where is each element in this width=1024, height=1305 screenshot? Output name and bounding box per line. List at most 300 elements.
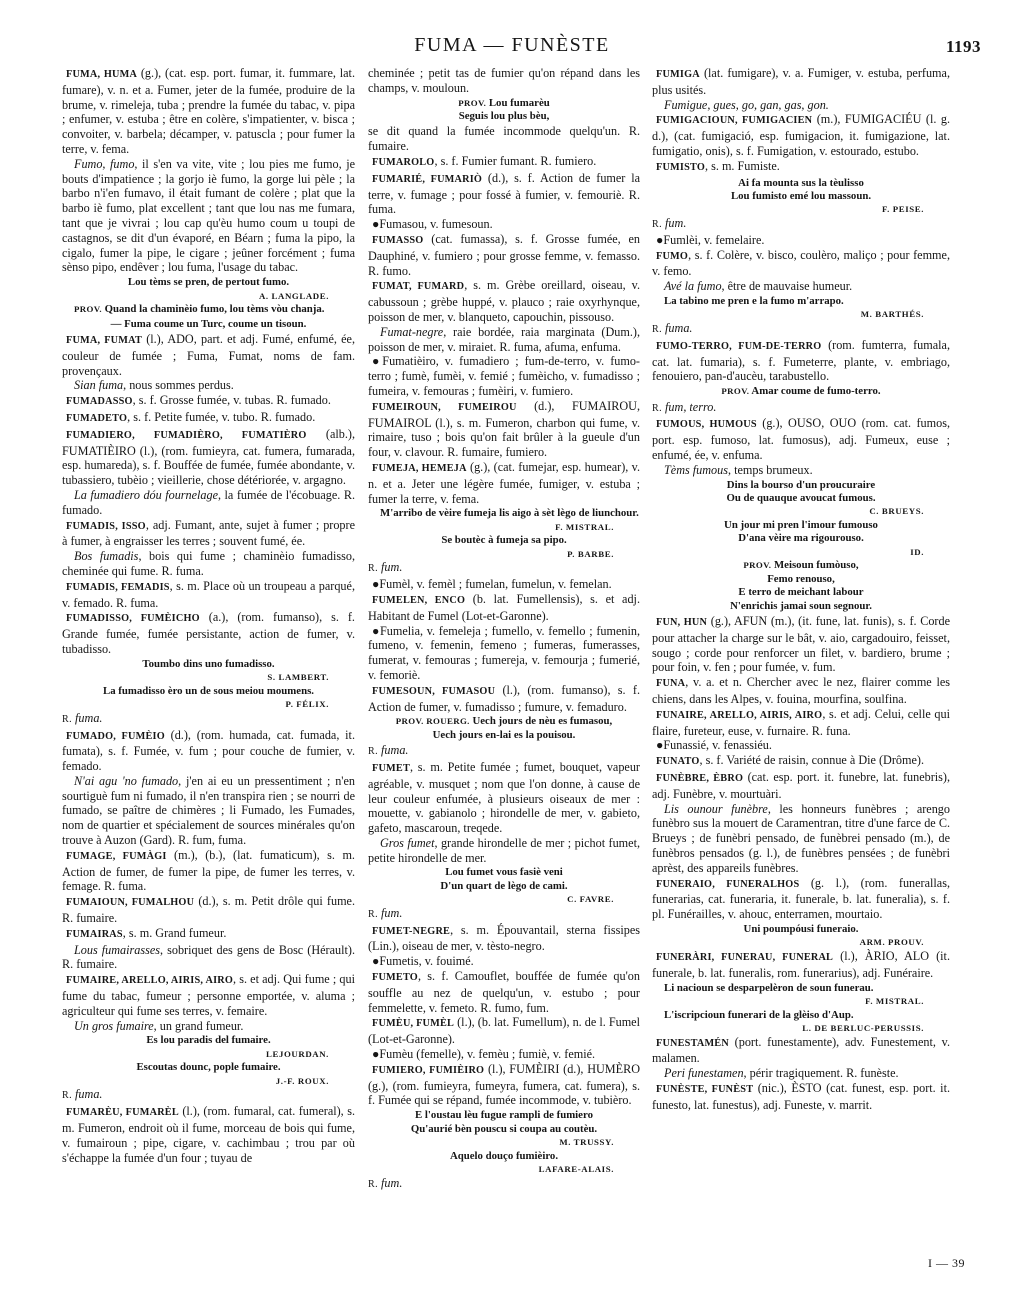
dictionary-entry [652, 614, 950, 675]
headword: FUMAIRE, ARELLO, AIRIS, AIRO [66, 975, 234, 987]
headword: FUMAT, FUMARD [372, 281, 465, 293]
quotation [368, 534, 640, 547]
label: PROV. [721, 386, 750, 397]
italic-text: Fumo, fumo [74, 156, 135, 171]
dictionary-entry [62, 972, 355, 1018]
headword: FUNESTAMÉN [656, 1037, 729, 1049]
body-text: (cat. esp. port. it. funebre, lat. funebris), adj. Funèbre, v. mourtuàri. [652, 769, 950, 801]
body-text: (l.), ADO, part. et adj. Fumé, enfumé, ée, couleur de fumée ; Fuma, Fumat, noms de fam. provençaux. [62, 331, 355, 378]
headword: FUMESOUN, FUMASOU [372, 685, 496, 697]
body-text: ●Fumatièiro, v. fumadiero ; fum-de-terro, v. fumo-terro ; fumè, fumèi, v. femié ; fumèicho, v. fumadisso ; fumeira, v. femouras ; fumèiri, v. fumiero. [368, 354, 640, 398]
body-text: (l.), FUMÈIRI (d.), HUMÈRO (g.), (rom. fumieyra, fumeyra, fumera, cat. fumera), s. f. Fumée qui se répand, fumée incommode, v. tubièro. [368, 1061, 640, 1108]
headword: FUMADIERO, FUMADIÈRO, FUMATIÈRO [66, 429, 307, 441]
headword: FUMETO [372, 972, 418, 984]
label: R. [368, 1178, 378, 1190]
body-text: (d.), FUMAIROU, FUMAIROL (l.), s. m. Fumeron, charbon qui fume, v. rimaire, tuso ; bois qu'on fait brûler à la gueule d'un four, v. clavour. R. fumaire, fumiero. [368, 398, 640, 460]
headword: FUMAGE, FUMÀGI [66, 850, 167, 862]
italic-text: Peri funestamen [664, 1066, 744, 1081]
italic-text: fum. [377, 905, 403, 920]
dictionary-entry [368, 278, 640, 324]
italic-text: Bos fumadis [74, 549, 139, 564]
body-text: F. MISTRAL. [555, 521, 614, 532]
usage-example [62, 488, 355, 518]
attribution [368, 1137, 640, 1149]
headword: FUMARÈU, FUMARÈL [66, 1107, 179, 1119]
italic-text: fuma. [71, 1087, 103, 1102]
body-text: , périr tragiquement. R. funèste. [743, 1066, 899, 1081]
italic-text: Gros fumet [380, 835, 435, 850]
body-text: Meisoun fumòuso, Femo renouso, E terro de meichant labour N'enrichis jamai soun segnour. [730, 559, 872, 612]
body-text: ●Funassié, v. fenassiéu. [656, 738, 772, 753]
running-head: FUMA — FUNÈSTE [414, 34, 610, 56]
prose-quotation [368, 507, 640, 520]
body-text: M'arribo de vèire fumeja lis aigo à sèt lègo de liunchour. [380, 507, 639, 520]
body-text: J.-F. ROUX. [275, 1075, 329, 1086]
continued-text [368, 124, 640, 154]
headword: FUMADO, FUMÈIO [66, 730, 165, 742]
italic-text: fum. [377, 560, 403, 575]
dictionary-entry [368, 1015, 640, 1047]
dictionary-entry [368, 969, 640, 1015]
body-text: (lat. fumigare), v. a. Fumiger, v. estuba, perfuma, plus usités. [652, 66, 950, 97]
headword: FUMÈU, FUMÈL [372, 1018, 455, 1030]
dictionary-entry [62, 393, 355, 410]
italic-text: Lous fumairasses [74, 942, 161, 957]
dictionary-entry [652, 338, 950, 384]
label: PROV. [74, 304, 102, 315]
headword: FUMEJA, HEMEJA [372, 462, 467, 474]
body-text: , s. f. Camouflet, bouffée de fumée qu'on souffle au nez de quelqu'un, v. estubo ; pour femmelette, v. femeto. R. fumo, fum. [368, 969, 640, 1015]
body-text: , s. m. Place où un troupeau a parqué, v. femado. R. fuma. [62, 578, 355, 610]
headword: FUN, HUN [656, 616, 708, 628]
body-text: (d.), s. m. Petit drôle qui fume. R. fumaire. [62, 894, 355, 926]
dictionary-entry [368, 460, 640, 506]
headword: FUMAROLO [372, 157, 435, 168]
body-text: , s. f. Petite fumée, v. tubo. R. fumado. [127, 409, 316, 424]
attribution [652, 1023, 950, 1035]
usage-example [652, 1066, 950, 1081]
headword: FUNATO [656, 756, 700, 768]
body-text: (cat. fumassa), s. f. Grosse fumée, en Dauphiné, v. fumiero ; pour grosse femme, v. femasso. R. fumo. [368, 231, 640, 278]
body-text: , grande hirondelle de mer ; pichot fumet, petite hirondelle de mer. [368, 835, 640, 865]
body-text: P. FÉLIX. [285, 699, 329, 710]
body-text: , la fumée de l'écobuage. R. fumado. [62, 487, 355, 517]
attribution [652, 996, 950, 1008]
body-text: (g.), AFUN (m.), (it. fune, lat. funis), s. f. Corde pour attacher la charge sur le bât, v. aio, cargadouiro, feisset, sougo ; corde pour renforcer un filet, v. bardiero, brume ; pour foin, v. fen ; pour fumée, v. fum. [652, 613, 950, 675]
headword: FUNÈSTE, FUNÈST [656, 1083, 754, 1095]
body-text: , s. m. Fumiste. [705, 158, 780, 173]
body-text: Lou tèms se pren, de pertout fumo. [127, 276, 290, 289]
italic-text: fum, terro. [661, 399, 717, 414]
headword: FUMAIRAS [66, 928, 123, 940]
label: R. [368, 746, 378, 758]
dictionary-entry [62, 66, 355, 157]
italic-text: Lis ounour funèbre [664, 801, 768, 816]
body-text: LAFARE-ALAIS. [538, 1164, 614, 1175]
body-text: La tabino me pren e la fumo m'arrapo. [664, 294, 844, 307]
usage-example [652, 802, 950, 876]
dictionary-entry [62, 332, 355, 378]
dictionary-entry [368, 232, 640, 278]
italic-text: Tèms fumous [664, 462, 728, 477]
cross-reference [368, 1047, 640, 1062]
etymology-reference [62, 1087, 355, 1104]
body-text: LEJOURDAN. [266, 1048, 329, 1059]
body-text: , s. m. Grand fumeur. [122, 925, 227, 940]
body-text: , il s'en va vite, vite ; lou pies me fumo, je bouts d'impatience ; la gorjo iè fumo, la gorge lui pèle ; la barbo n'i'en fumavo, il était fumant de colère ; plat que la barbo iè fumo, plat excellent ; tant que lou nas me fumara, tant que je vivrai ; lou cap qu'èu humo coum u toupi de castagnos, se dit d'un évaporé, en Béarn ; fuma la pipo, la cigalo, fumer la pipe, le cigare ; jeûner forcément ; fuma sènso pipo, endêver ; lou fuma, l'usage du tabac. [62, 156, 355, 275]
quotation [62, 1061, 355, 1074]
dictionary-entry [368, 399, 640, 460]
quotation [368, 1150, 640, 1163]
label: R. [368, 908, 378, 920]
headword: FUMADIS, ISSO [66, 520, 146, 532]
headword: FUMO-TERRO, FUM-DE-TERRO [656, 340, 822, 352]
label: R. [652, 218, 662, 230]
dictionary-entry [368, 760, 640, 836]
quotation [62, 1034, 355, 1047]
page-number: 1193 [946, 37, 982, 56]
body-text: Lou fumet vous fasiè veni D'un quart de lègo de cami. [440, 866, 568, 892]
italic-text: Sian fuma [74, 378, 124, 393]
body-text: (rom. fumterra, fumala, cat. lat. fumaria), s. f. Fumeterre, plante, v. embriago, fenouiero, pan-d'aucèu, tarabustello. [652, 337, 950, 384]
body-text: , s. m. Petite fumée ; fumet, bouquet, vapeur agréable, v. musquet ; nom que l'on donne, à cause de leur couleur enfumée, à plusieurs oiseaux de mer : mouette, v. gabianolo ; hirondelle de mer, v. gabieto, gafeto, mascaroun, treqede. [368, 759, 640, 836]
headword: FUMA, HUMA [66, 69, 138, 80]
etymology-reference [652, 321, 950, 338]
usage-example [62, 943, 355, 973]
attribution [652, 937, 950, 949]
attribution [368, 894, 640, 906]
label: R. [368, 563, 378, 575]
body-text: (g. l.), (rom. funerallas, funerarias, cat. funeraria, it. funerale, b. lat. funeralia), s. f. pl. Funérailles, v. ahouc, enterramen, mourtaio. [652, 875, 950, 922]
dictionary-entry [652, 112, 950, 158]
etymology-reference [368, 560, 640, 577]
dictionary-entry [368, 1062, 640, 1108]
body-text: ●Fumetis, v. fouimé. [372, 954, 474, 969]
headword: FUNA [656, 678, 686, 690]
body-text: Se boutèc à fumeja sa pipo. [441, 534, 567, 547]
dictionary-entry [652, 949, 950, 981]
headword: FUMADETO [66, 412, 128, 424]
prose-quotation [652, 1009, 950, 1022]
headword: FUMA, FUMAT [66, 334, 142, 346]
body-text: , être de mauvaise humeur. [721, 279, 853, 294]
italic-text: fuma. [377, 743, 409, 758]
attribution [652, 204, 950, 216]
body-text: Un jour mi pren l'imour fumouso D'ana vèire ma rigourouso. [724, 518, 878, 545]
label: PROV. [743, 560, 772, 571]
dictionary-entry [652, 66, 950, 98]
dictionary-entry [62, 427, 355, 488]
column-middle [368, 66, 640, 1248]
usage-example [368, 325, 640, 355]
continued-text [368, 66, 640, 96]
etymology-reference [368, 1176, 640, 1193]
label: PROV. ROUERG. [395, 716, 470, 727]
cross-reference [368, 624, 640, 683]
label: PROV. [458, 97, 487, 108]
dictionary-entry [368, 592, 640, 624]
body-text: , un grand fumeur. [153, 1018, 244, 1033]
headword: FUMADISSO, FUMÈICHO [66, 613, 200, 625]
attribution [368, 549, 640, 561]
italic-text: Un gros fumaire [74, 1018, 154, 1033]
headword: FUMIERO, FUMIÈIRO [372, 1064, 485, 1076]
body-text: cheminée ; petit tas de fumier qu'on répand dans les champs, v. mouloun. [368, 66, 640, 95]
dictionary-entry [652, 707, 950, 739]
body-text: Uech jours de nèu es fumasou, Uech jours en-lai es la pouisou. [432, 715, 613, 741]
dictionary-entry [652, 1035, 950, 1067]
attribution [62, 1049, 355, 1061]
italic-text: fum. [377, 1175, 403, 1190]
body-text: , adj. Fumant, ante, sujet à fumer ; propre à fumer, à engraisser les terres ; souvent fumé, ée. [62, 517, 355, 549]
label: R. [62, 1090, 72, 1102]
body-text: M. BARTHÉS. [860, 309, 924, 320]
italic-text: fum. [661, 215, 687, 230]
etymology-reference [652, 216, 950, 233]
quotation [368, 1109, 640, 1136]
body-text: , temps brumeux. [728, 462, 813, 477]
body-text: , raie bordée, raia marginata (Dum.), poisson de mer, v. miraiet. R. fuma, afuma, enfuma. [368, 324, 640, 354]
quotation [652, 177, 950, 204]
body-text: , sobriquet des gens de Bosc (Hérault). R. fumaire. [62, 942, 355, 972]
attribution [652, 309, 950, 321]
quotation [62, 658, 355, 671]
body-text: F. PEISE. [882, 204, 924, 215]
headword: FUMISTO [656, 161, 706, 173]
attribution [368, 522, 640, 534]
dictionary-entry [62, 1104, 355, 1165]
dictionary-entry [368, 683, 640, 715]
proverb [62, 303, 355, 316]
quotation [368, 715, 640, 742]
body-text: Aquelo douço fumièiro. [449, 1149, 559, 1162]
column-left [62, 66, 355, 1248]
quotation [652, 479, 950, 506]
body-text: Escoutas dounc, pople fumaire. [136, 1061, 281, 1074]
body-text: , s. et adj. Celui, celle qui flaire, fureteur, euse, v. furnaire. R. funa. [652, 706, 950, 738]
body-text: , bois qui fume ; chaminèio fumadisso, cheminée qui fume. R. fuma. [62, 549, 355, 578]
body-text: (l.), (b. lat. Fumellum), n. de l. Fumel (Lot-et-Garonne). [368, 1015, 640, 1047]
body-text: , s. m. Grèbe oreillard, oiseau, v. cabussoun ; grèbe huppé, v. plauco ; raie oxyrhynque, poisson de mer, v. blanqueto, capouchin, pissouso. [368, 278, 640, 324]
body-text: (l.), (rom. fumaral, cat. fumeral), s. m. Fumeron, endroit où il fume, morceau de bois qui fume, v. fumairoun ; pipe, cigare, v. cachimbau ; trou par où s'échappe la fumée d'un four ; tuyau de [62, 1104, 355, 1165]
attribution [652, 506, 950, 518]
usage-example [62, 549, 355, 579]
signature-mark: I — 39 [928, 1256, 965, 1270]
dictionary-entry [62, 894, 355, 926]
body-text: (l.), (rom. fumanso), s. f. Action de fumer, v. fumadisso ; fumure, v. femaduro. [368, 682, 640, 714]
body-text: ●Fumasou, v. fumesoun. [372, 217, 493, 232]
body-text: F. MISTRAL. [865, 995, 924, 1006]
body-text: L'iscripcioun funerari de la glèiso d'Aup. [664, 1008, 854, 1021]
dictionary-entry [368, 923, 640, 955]
headword: FUMADASSO [66, 396, 133, 408]
body-text: Quand la chaminèio fumo, lou tèms vòu chanja. [101, 303, 325, 316]
body-text: , s. et adj. Qui fume ; qui fume du tabac, fumeur ; personne emportée, v. aluma ; agriculteur qui fume ses terres, v. femaire. [62, 972, 355, 1018]
body-text: , nous sommes perdus. [123, 378, 234, 393]
body-text: Lou fumarèu Seguis lou plus bèu, [458, 96, 550, 122]
italic-text: Fumat-negre [380, 324, 444, 339]
attribution [62, 672, 355, 684]
body-text: ARM. PROUV. [859, 937, 924, 948]
quotation [368, 866, 640, 893]
body-text: ●Fumèu (femelle), v. femèu ; fumiè, v. femié. [372, 1047, 596, 1062]
body-text: , s. f. Colère, v. bisco, coulèro, maliço ; pour femme, v. femo. [652, 247, 950, 279]
body-text: L. DE BERLUC-PERUSSIS. [802, 1022, 924, 1033]
dictionary-entry [652, 876, 950, 922]
cross-reference [652, 738, 950, 753]
body-text: C. FAVRE. [567, 894, 614, 905]
headword: FUNAIRE, ARELLO, AIRIS, AIRO [656, 709, 823, 721]
body-text: (g.), (cat. fumejar, esp. humear), v. n. et a. Jeter une légère fumée, fumiger, v. estuba ; fumer la terre, v. fema. [368, 459, 640, 506]
body-text: Es lou paradis del fumaire. [146, 1034, 271, 1047]
body-text: Uni poumpóusi funeraio. [743, 922, 859, 935]
quotation [368, 97, 640, 124]
body-text: ID. [910, 546, 924, 557]
usage-example [652, 279, 950, 294]
body-text: (b. lat. Fumellensis), s. et adj. Habitant de Fumel (Lot-et-Garonne). [368, 591, 640, 623]
body-text: (l.), ÀRIO, ALO (it. funerale, b. lat. funeralis, rom. funerarius), adj. Funéraire. [652, 948, 950, 980]
dictionary-entry [62, 518, 355, 550]
etymology-reference [62, 711, 355, 728]
italic-text: Fumigue, gues, go, gan, gas, gon. [664, 97, 829, 112]
cross-reference [368, 217, 640, 232]
body-text: La fumadisso èro un de sous meiou moumens. [103, 684, 314, 697]
italic-text: N'ai agu 'no fumado [74, 773, 179, 788]
headword: FUMIGACIOUN, FUMIGACIEN [656, 115, 813, 127]
headword: FUMOUS, HUMOUS [656, 419, 757, 431]
body-text: S. LAMBERT. [267, 672, 329, 683]
body-text: (port. funestamente), adv. Funestement, v. malamen. [652, 1034, 950, 1066]
body-text: Amar coume de fumo-terro. [749, 385, 881, 398]
etymology-reference [652, 400, 950, 417]
body-text: , v. a. et n. Chercher avec le nez, flairer comme les chiens, dans les Alpes, v. fouina, mourfina, soulfina. [652, 675, 950, 706]
body-text: , s. f. Variété de raisin, connue à Die (Drôme). [699, 753, 924, 768]
usage-example [652, 463, 950, 478]
headword: FUMASSO [372, 234, 424, 246]
dictionary-entry [652, 770, 950, 802]
quotation [62, 276, 355, 289]
dictionary-entry [62, 926, 355, 943]
body-text: (g.), OUSO, OUO (rom. cat. fumos, port. esp. fumoso, lat. fumosus), adj. Fumeux, euse ; enfumé, ée, v. enfuma. [652, 416, 950, 462]
headword: FUMET-NEGRE [372, 925, 451, 937]
usage-example [62, 1019, 355, 1034]
body-text: (alb.), FUMATIÈIRO (l.), (rom. fumieyra, cat. fumera, fumarada, esp. humareda), s. f. Bouffée de fumée, fumée abondante, v. tubassiero, tubèio ; vieillerie, chose détériorée, v. argagno. [62, 426, 355, 488]
headword: FUNERAIO, FUNERALHOS [656, 878, 800, 890]
headword: FUMAIOUN, FUMALHOU [66, 897, 195, 909]
label: R. [652, 402, 662, 414]
body-text: Ai fa mounta sus la tèulisso Lou fumisto emé lou massoun. [730, 176, 872, 202]
body-text: (g.), (cat. esp. port. fumar, it. fummare, lat. fumare), v. n. et a. Fumer, jeter de la fumée, produire de la brume, v. rimeleja, tuba ; prendre la fumée du tabac, v. pipa ; enfumer, v. estuba ; être en colère, s'impatienter, v. bisca ; convoiter, v. barbela; décamper, v. patuscla ; pour fumer la terre, v. fema. [62, 66, 355, 156]
dictionary-entry [62, 579, 355, 611]
body-text: (m.), (b.), (lat. fumaticum), s. m. Action de fumer, de fumer la pipe, de fumer les terres, v. femage. R. fuma. [62, 847, 355, 894]
cross-reference [368, 354, 640, 398]
body-text: , s. m. Épouvantail, sterna fissipes (Lin.), oiseau de mer, v. tèsto-negro. [368, 922, 640, 954]
headword: FUMO [656, 250, 689, 262]
column-right [652, 66, 950, 1248]
dictionary-entry [368, 154, 640, 171]
body-text: M. TRUSSY. [559, 1137, 614, 1148]
body-text: Li nacioun se desparpelèron de soun funerau. [664, 981, 874, 994]
body-text: — Fuma coume un Turc, coume un tisoun. [110, 317, 307, 330]
body-text: ●Fumelia, v. femeleja ; fumello, v. femello ; fumenin, fumeno, v. femenin, femeno ; fumeras, fumerasses, fumerat, v. femouras ; fumereja, v. femourja ; fumerié, v. femoriè. [368, 623, 640, 682]
body-text: ●Fumlèi, v. femelaire. [656, 232, 765, 247]
body-text: Dins la bourso d'un proucuraire Ou de quauque avoucat fumous. [726, 478, 876, 504]
body-text: (d.), (rom. humada, cat. fumada, it. fumata), s. f. Fumée, v. fum ; pour couche de fumier, v. femado. [62, 727, 355, 774]
dictionary-entry [652, 1081, 950, 1113]
usage-example [62, 774, 355, 848]
body-text: (a.), (rom. fumanso), s. f. Grande fumée, fumée persistante, action de fumer, v. tubadisso. [62, 610, 355, 656]
quotation [62, 685, 355, 698]
headword: FUMELEN, ENCO [372, 594, 466, 606]
italic-text: Avé la fumo [664, 279, 722, 294]
italic-text: La fumadiero dóu fournelage [74, 487, 219, 502]
cross-reference [652, 233, 950, 248]
dictionary-entry [368, 171, 640, 217]
dictionary-entry [62, 610, 355, 656]
headword: FUMEIROUN, FUMEIROU [372, 401, 517, 413]
headword: FUNERÀRI, FUNERAU, FUNERAL [656, 951, 834, 963]
attribution [62, 291, 355, 303]
usage-example [62, 157, 355, 275]
quotation [652, 923, 950, 936]
body-text: (m.), FUMIGACIÉU (l. g. d.), (cat. fumigació, esp. fumigacion, it. fumigazione, lat. fumigatio, onis), s. f. Fumigation, v. estourado, estubo. [652, 112, 950, 158]
attribution [368, 1164, 640, 1176]
prose-quotation [652, 295, 950, 308]
etymology-reference [368, 906, 640, 923]
headword: FUMET [372, 762, 410, 774]
cross-reference [368, 577, 640, 592]
prose-quotation [652, 982, 950, 995]
usage-example [652, 98, 950, 113]
etymology-reference [368, 743, 640, 760]
body-text: E l'oustau lèu fugue rampli de fumiero Qu'aurié bèn pouscu si coupa au coutèu. [410, 1109, 598, 1135]
quotation [62, 318, 355, 331]
attribution [62, 1076, 355, 1088]
headword: FUMARIÉ, FUMARIÒ [372, 173, 483, 185]
quotation [652, 519, 950, 546]
headword: FUNÈBRE, ÈBRO [656, 772, 744, 784]
dictionary-entry [652, 159, 950, 176]
cross-reference [368, 954, 640, 969]
body-text: , j'en ai eu un pressentiment ; n'en sourtiguè fum ni fumado, il n'en transpira rien ; se nourri de fumado, se paître de chimères ; li Fumado, les Fumades, nom de quartier et spécialement de sources minérales qu'on trouve à Auzon (Gard). R. fum, fuma. [62, 773, 355, 848]
italic-text: fuma. [71, 710, 103, 725]
dictionary-entry [652, 753, 950, 770]
label: R. [62, 713, 72, 725]
usage-example [62, 378, 355, 393]
headword: FUMADIS, FEMADIS [66, 581, 170, 593]
body-text: ●Fumèl, v. femèl ; fumelan, fumelun, v. femelan. [372, 577, 612, 592]
attribution [652, 547, 950, 559]
dictionary-entry [62, 728, 355, 774]
body-text: Toumbo dins uno fumadisso. [142, 657, 275, 670]
quotation [652, 385, 950, 398]
body-text: A. LANGLADE. [258, 290, 329, 301]
usage-example [368, 836, 640, 866]
body-text: se dit quand la fumée incommode quelqu'un. R. fumaire. [368, 124, 640, 154]
headword: FUMIGA [656, 69, 700, 80]
body-text: (d.), s. f. Action de fumer la terre, v. fumage ; pour fossé à fumier, v. femouriè. R. fuma. [368, 170, 640, 217]
body-text: , s. f. Grosse fumée, v. tubas. R. fumado. [132, 393, 331, 408]
body-text: , s. f. Fumier fumant. R. fumiero. [434, 154, 597, 168]
dictionary-entry [62, 410, 355, 427]
dictionary-entry [652, 416, 950, 462]
body-text: (nic.), ÈSTO (cat. funest, esp. port. it. funesto, lat. funestus), adj. Funeste, v. marrit. [652, 1080, 950, 1112]
italic-text: fuma. [661, 320, 693, 335]
label: R. [652, 323, 662, 335]
dictionary-entry [652, 675, 950, 707]
attribution [62, 699, 355, 711]
body-text: C. BRUEYS. [869, 506, 924, 517]
